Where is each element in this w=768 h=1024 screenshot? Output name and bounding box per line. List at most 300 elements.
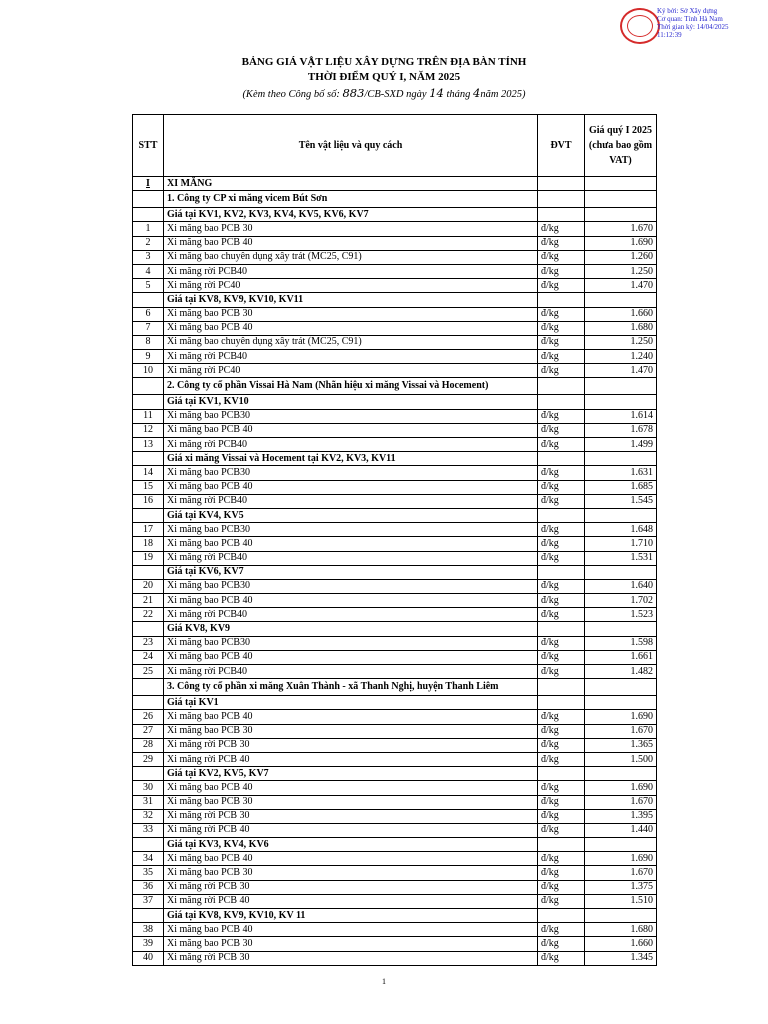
row-stt: 22 (133, 608, 164, 622)
official-seal (620, 8, 660, 44)
row-price: 1.690 (585, 852, 657, 866)
table-row (133, 636, 657, 650)
row-price: 1.678 (585, 423, 657, 437)
row-price (585, 565, 657, 579)
row-price: 1.345 (585, 951, 657, 965)
row-name: Xi măng bao PCB 40 (164, 923, 538, 937)
row-name: Xi măng bao PCB30 (164, 579, 538, 593)
row-price: 1.510 (585, 894, 657, 908)
row-name: Xi măng rời PCB 30 (164, 951, 538, 965)
row-stt (133, 909, 164, 923)
row-price: 1.440 (585, 823, 657, 837)
row-price: 1.260 (585, 250, 657, 264)
signature-time: Thời gian ký: 14/04/2025 (657, 23, 729, 31)
row-stt: 21 (133, 594, 164, 608)
row-name: Xi măng bao PCB 40 (164, 480, 538, 494)
row-stt: 37 (133, 894, 164, 908)
row-price (585, 508, 657, 522)
row-name: Xi măng bao PCB 40 (164, 321, 538, 335)
row-stt: 2 (133, 236, 164, 250)
row-name: Xi măng rời PCB40 (164, 438, 538, 452)
table-row (133, 866, 657, 880)
row-stt: 34 (133, 852, 164, 866)
row-price: 1.470 (585, 279, 657, 293)
row-stt (133, 191, 164, 208)
row-price: 1.395 (585, 809, 657, 823)
row-stt: 9 (133, 350, 164, 364)
row-name: Xi măng rời PCB40 (164, 608, 538, 622)
row-price (585, 696, 657, 710)
row-name: Xi măng bao PCB30 (164, 523, 538, 537)
row-stt: 23 (133, 636, 164, 650)
row-stt (133, 208, 164, 222)
row-unit: đ/kg (538, 724, 585, 738)
row-unit: đ/kg (538, 636, 585, 650)
table-row (133, 880, 657, 894)
row-name: Xi măng bao PCB 30 (164, 307, 538, 321)
row-name: Xi măng bao PCB 40 (164, 423, 538, 437)
row-stt: 15 (133, 480, 164, 494)
row-stt: 6 (133, 307, 164, 321)
table-row (133, 307, 657, 321)
row-unit: đ/kg (538, 923, 585, 937)
row-unit: đ/kg (538, 523, 585, 537)
row-name: 2. Công ty cổ phần Vissai Hà Nam (Nhãn hiệu xi măng Vissai và Hocement) (164, 378, 538, 395)
row-stt: 36 (133, 880, 164, 894)
table-header-row (133, 115, 657, 177)
row-price: 1.690 (585, 781, 657, 795)
row-price: 1.685 (585, 480, 657, 494)
row-stt (133, 696, 164, 710)
table-row (133, 335, 657, 349)
row-price (585, 395, 657, 409)
row-price (585, 293, 657, 307)
row-price: 1.661 (585, 650, 657, 664)
row-price (585, 177, 657, 191)
header-stt: STT (133, 115, 164, 177)
row-stt (133, 565, 164, 579)
row-price: 1.523 (585, 608, 657, 622)
row-unit (538, 679, 585, 696)
row-stt: I (133, 177, 164, 191)
row-stt (133, 838, 164, 852)
row-stt: 20 (133, 579, 164, 593)
company-row (133, 191, 657, 208)
row-unit: đ/kg (538, 551, 585, 565)
row-stt (133, 508, 164, 522)
row-unit: đ/kg (538, 264, 585, 278)
row-unit: đ/kg (538, 894, 585, 908)
document-title: BẢNG GIÁ VẬT LIỆU XÂY DỰNG TRÊN ĐỊA BÀN TỈNH (241, 56, 527, 68)
row-price: 1.710 (585, 537, 657, 551)
row-price: 1.631 (585, 466, 657, 480)
row-stt: 16 (133, 494, 164, 508)
row-stt (133, 293, 164, 307)
row-stt (133, 679, 164, 696)
table-row (133, 781, 657, 795)
row-name: Xi măng bao PCB 40 (164, 537, 538, 551)
row-name: Xi măng bao PCB 40 (164, 781, 538, 795)
row-unit (538, 395, 585, 409)
row-stt: 13 (133, 438, 164, 452)
table-row (133, 894, 657, 908)
row-stt: 25 (133, 665, 164, 679)
row-unit: đ/kg (538, 279, 585, 293)
row-unit: đ/kg (538, 537, 585, 551)
row-unit (538, 378, 585, 395)
table-row (133, 350, 657, 364)
row-name: Giá tại KV8, KV9, KV10, KV 11 (164, 909, 538, 923)
row-price: 1.690 (585, 236, 657, 250)
table-row (133, 951, 657, 965)
reference-year: năm 2025) (480, 89, 526, 100)
row-name: Xi măng bao PCB30 (164, 466, 538, 480)
row-unit: đ/kg (538, 795, 585, 809)
row-stt: 27 (133, 724, 164, 738)
row-name: Giá tại KV3, KV4, KV6 (164, 838, 538, 852)
row-price (585, 191, 657, 208)
row-price: 1.670 (585, 724, 657, 738)
header-name: Tên vật liệu và quy cách (164, 115, 538, 177)
row-stt (133, 767, 164, 781)
reference-month-label: tháng (446, 89, 471, 100)
row-price: 1.500 (585, 752, 657, 766)
row-name: Xi măng rời PCB40 (164, 264, 538, 278)
reference-code: /CB-SXD ngày (364, 89, 427, 100)
row-price (585, 838, 657, 852)
row-name: Xi măng bao PCB 30 (164, 795, 538, 809)
row-name: Giá tại KV1 (164, 696, 538, 710)
row-price (585, 909, 657, 923)
row-price: 1.365 (585, 738, 657, 752)
row-name: Giá tại KV2, KV5, KV7 (164, 767, 538, 781)
row-price (585, 378, 657, 395)
document-period: THỜI ĐIỂM QUÝ I, NĂM 2025 (307, 71, 461, 83)
company-row (133, 378, 657, 395)
table-row (133, 809, 657, 823)
row-price (585, 679, 657, 696)
table-row (133, 279, 657, 293)
row-stt (133, 395, 164, 409)
row-price: 1.614 (585, 409, 657, 423)
reference-day: 14 (429, 86, 444, 100)
row-stt (133, 622, 164, 636)
reference-month: 4 (473, 86, 481, 100)
row-price: 1.670 (585, 866, 657, 880)
signature-agency: Cơ quan: Tỉnh Hà Nam (657, 15, 723, 23)
row-name: Xi măng rời PCB 30 (164, 738, 538, 752)
table-row (133, 409, 657, 423)
row-unit: đ/kg (538, 880, 585, 894)
row-unit: đ/kg (538, 594, 585, 608)
row-unit: đ/kg (538, 951, 585, 965)
row-name: Giá xi măng Vissai và Hocement tại KV2, KV3, KV11 (164, 452, 538, 466)
row-name: Xi măng bao PCB 30 (164, 937, 538, 951)
table-row (133, 364, 657, 378)
row-name: Xi măng rời PCB 30 (164, 809, 538, 823)
row-price (585, 208, 657, 222)
table-row (133, 321, 657, 335)
region-row (133, 696, 657, 710)
row-stt: 35 (133, 866, 164, 880)
table-row (133, 608, 657, 622)
row-price: 1.660 (585, 307, 657, 321)
official-seal-inner (627, 15, 653, 37)
table-row (133, 710, 657, 724)
row-unit: đ/kg (538, 738, 585, 752)
row-price: 1.670 (585, 795, 657, 809)
table-row (133, 250, 657, 264)
row-unit: đ/kg (538, 781, 585, 795)
row-price: 1.375 (585, 880, 657, 894)
row-stt: 31 (133, 795, 164, 809)
row-name: Xi măng rời PCB 40 (164, 894, 538, 908)
row-stt: 33 (133, 823, 164, 837)
table-body (133, 177, 657, 966)
row-name: Xi măng rời PCB 40 (164, 823, 538, 837)
row-name: Giá tại KV1, KV2, KV3, KV4, KV5, KV6, KV7 (164, 208, 538, 222)
table-row (133, 752, 657, 766)
row-stt: 12 (133, 423, 164, 437)
row-name: Xi măng rời PCB 40 (164, 752, 538, 766)
row-unit (538, 293, 585, 307)
row-stt: 18 (133, 537, 164, 551)
page-number: 1 (382, 977, 386, 986)
row-price: 1.499 (585, 438, 657, 452)
table-row (133, 823, 657, 837)
row-unit (538, 909, 585, 923)
row-price: 1.531 (585, 551, 657, 565)
table-row (133, 264, 657, 278)
row-stt: 19 (133, 551, 164, 565)
table-row (133, 494, 657, 508)
row-name: Giá tại KV1, KV10 (164, 395, 538, 409)
row-unit: đ/kg (538, 321, 585, 335)
row-unit (538, 208, 585, 222)
row-name: 3. Công ty cổ phần xi măng Xuân Thành - xã Thanh Nghị, huyện Thanh Liêm (164, 679, 538, 696)
row-price: 1.702 (585, 594, 657, 608)
row-price: 1.545 (585, 494, 657, 508)
row-stt (133, 378, 164, 395)
row-name: Xi măng rời PCB40 (164, 551, 538, 565)
region-row (133, 909, 657, 923)
row-name: Xi măng bao PCB 30 (164, 866, 538, 880)
row-unit: đ/kg (538, 423, 585, 437)
row-name: XI MĂNG (164, 177, 538, 191)
row-price (585, 452, 657, 466)
row-name: Xi măng bao PCB 40 (164, 650, 538, 664)
row-name: Xi măng bao chuyên dụng xây trát (MC25, C91) (164, 250, 538, 264)
signature-signer: Ký bởi: Sở Xây dựng (657, 7, 718, 15)
table-row (133, 236, 657, 250)
table-row (133, 480, 657, 494)
row-unit: đ/kg (538, 409, 585, 423)
row-name: Xi măng bao PCB30 (164, 636, 538, 650)
row-stt: 38 (133, 923, 164, 937)
row-unit (538, 838, 585, 852)
table-row (133, 537, 657, 551)
row-name: Xi măng rời PC40 (164, 364, 538, 378)
table-row (133, 937, 657, 951)
row-stt: 29 (133, 752, 164, 766)
table-row (133, 650, 657, 664)
row-price: 1.648 (585, 523, 657, 537)
table-row (133, 923, 657, 937)
table-row (133, 795, 657, 809)
row-unit (538, 622, 585, 636)
row-name: Xi măng rời PCB40 (164, 350, 538, 364)
row-unit: đ/kg (538, 866, 585, 880)
row-price: 1.482 (585, 665, 657, 679)
row-unit: đ/kg (538, 466, 585, 480)
row-name: Xi măng bao chuyên dụng xây trát (MC25, C91) (164, 335, 538, 349)
row-unit: đ/kg (538, 250, 585, 264)
row-stt: 26 (133, 710, 164, 724)
reference-number: 883 (342, 86, 365, 100)
table-row (133, 738, 657, 752)
row-unit: đ/kg (538, 608, 585, 622)
row-stt: 3 (133, 250, 164, 264)
row-name: Xi măng rời PCB40 (164, 665, 538, 679)
row-stt: 7 (133, 321, 164, 335)
table-row (133, 665, 657, 679)
row-unit (538, 452, 585, 466)
price-table (132, 114, 657, 966)
row-stt: 5 (133, 279, 164, 293)
row-name: Xi măng rời PC40 (164, 279, 538, 293)
row-price (585, 622, 657, 636)
row-unit (538, 508, 585, 522)
row-unit: đ/kg (538, 710, 585, 724)
row-stt: 24 (133, 650, 164, 664)
row-name: Xi măng bao PCB 40 (164, 594, 538, 608)
row-price: 1.470 (585, 364, 657, 378)
row-name: Giá KV8, KV9 (164, 622, 538, 636)
region-row (133, 208, 657, 222)
row-price: 1.640 (585, 579, 657, 593)
row-name: Xi măng bao PCB 40 (164, 710, 538, 724)
row-unit (538, 696, 585, 710)
region-row (133, 622, 657, 636)
row-price: 1.670 (585, 222, 657, 236)
table-row (133, 466, 657, 480)
row-name: Xi măng rời PCB 30 (164, 880, 538, 894)
row-unit: đ/kg (538, 752, 585, 766)
region-row (133, 838, 657, 852)
row-stt: 10 (133, 364, 164, 378)
row-name: Xi măng bao PCB30 (164, 409, 538, 423)
row-name: Xi măng bao PCB 30 (164, 724, 538, 738)
row-price: 1.690 (585, 710, 657, 724)
row-stt: 40 (133, 951, 164, 965)
row-stt: 14 (133, 466, 164, 480)
row-unit: đ/kg (538, 438, 585, 452)
row-unit (538, 177, 585, 191)
row-unit (538, 565, 585, 579)
row-unit: đ/kg (538, 307, 585, 321)
row-stt (133, 452, 164, 466)
row-stt: 17 (133, 523, 164, 537)
table-row (133, 551, 657, 565)
row-price: 1.598 (585, 636, 657, 650)
table-row (133, 423, 657, 437)
row-price: 1.250 (585, 264, 657, 278)
row-stt: 28 (133, 738, 164, 752)
row-unit: đ/kg (538, 579, 585, 593)
row-name: Giá tại KV6, KV7 (164, 565, 538, 579)
row-price: 1.240 (585, 350, 657, 364)
region-row (133, 452, 657, 466)
row-unit: đ/kg (538, 364, 585, 378)
row-unit: đ/kg (538, 350, 585, 364)
row-name: Xi măng bao PCB 30 (164, 222, 538, 236)
header-price: Giá quý I 2025 (chưa bao gồm VAT) (585, 115, 657, 177)
row-price (585, 767, 657, 781)
row-price: 1.680 (585, 923, 657, 937)
row-name: Giá tại KV8, KV9, KV10, KV11 (164, 293, 538, 307)
table-row (133, 438, 657, 452)
reference-prefix: (Kèm theo Công bố số: (242, 89, 340, 100)
table-row (133, 724, 657, 738)
region-row (133, 395, 657, 409)
table-row (133, 594, 657, 608)
digital-signature-info (657, 7, 729, 39)
row-unit: đ/kg (538, 650, 585, 664)
region-row (133, 293, 657, 307)
row-name: 1. Công ty CP xi măng vicem Bút Sơn (164, 191, 538, 208)
table-row (133, 523, 657, 537)
row-stt: 8 (133, 335, 164, 349)
row-unit: đ/kg (538, 809, 585, 823)
document-reference (0, 86, 768, 100)
row-stt: 4 (133, 264, 164, 278)
row-unit: đ/kg (538, 222, 585, 236)
signature-clock: 11:12:39 (657, 31, 682, 39)
region-row (133, 508, 657, 522)
row-price: 1.680 (585, 321, 657, 335)
table-row (133, 852, 657, 866)
row-name: Xi măng bao PCB 40 (164, 852, 538, 866)
table-row (133, 222, 657, 236)
row-price: 1.250 (585, 335, 657, 349)
row-unit: đ/kg (538, 665, 585, 679)
row-name: Xi măng bao PCB 40 (164, 236, 538, 250)
row-unit: đ/kg (538, 937, 585, 951)
table-row (133, 579, 657, 593)
row-stt: 30 (133, 781, 164, 795)
row-unit: đ/kg (538, 494, 585, 508)
region-row (133, 565, 657, 579)
row-name: Giá tại KV4, KV5 (164, 508, 538, 522)
row-stt: 39 (133, 937, 164, 951)
company-row (133, 679, 657, 696)
row-price: 1.660 (585, 937, 657, 951)
row-stt: 1 (133, 222, 164, 236)
row-unit: đ/kg (538, 852, 585, 866)
row-stt: 11 (133, 409, 164, 423)
row-unit (538, 767, 585, 781)
row-name: Xi măng rời PCB40 (164, 494, 538, 508)
header-unit: ĐVT (538, 115, 585, 177)
row-unit: đ/kg (538, 823, 585, 837)
row-stt: 32 (133, 809, 164, 823)
row-unit (538, 191, 585, 208)
row-unit: đ/kg (538, 480, 585, 494)
row-unit: đ/kg (538, 236, 585, 250)
row-unit: đ/kg (538, 335, 585, 349)
section-row (133, 177, 657, 191)
region-row (133, 767, 657, 781)
